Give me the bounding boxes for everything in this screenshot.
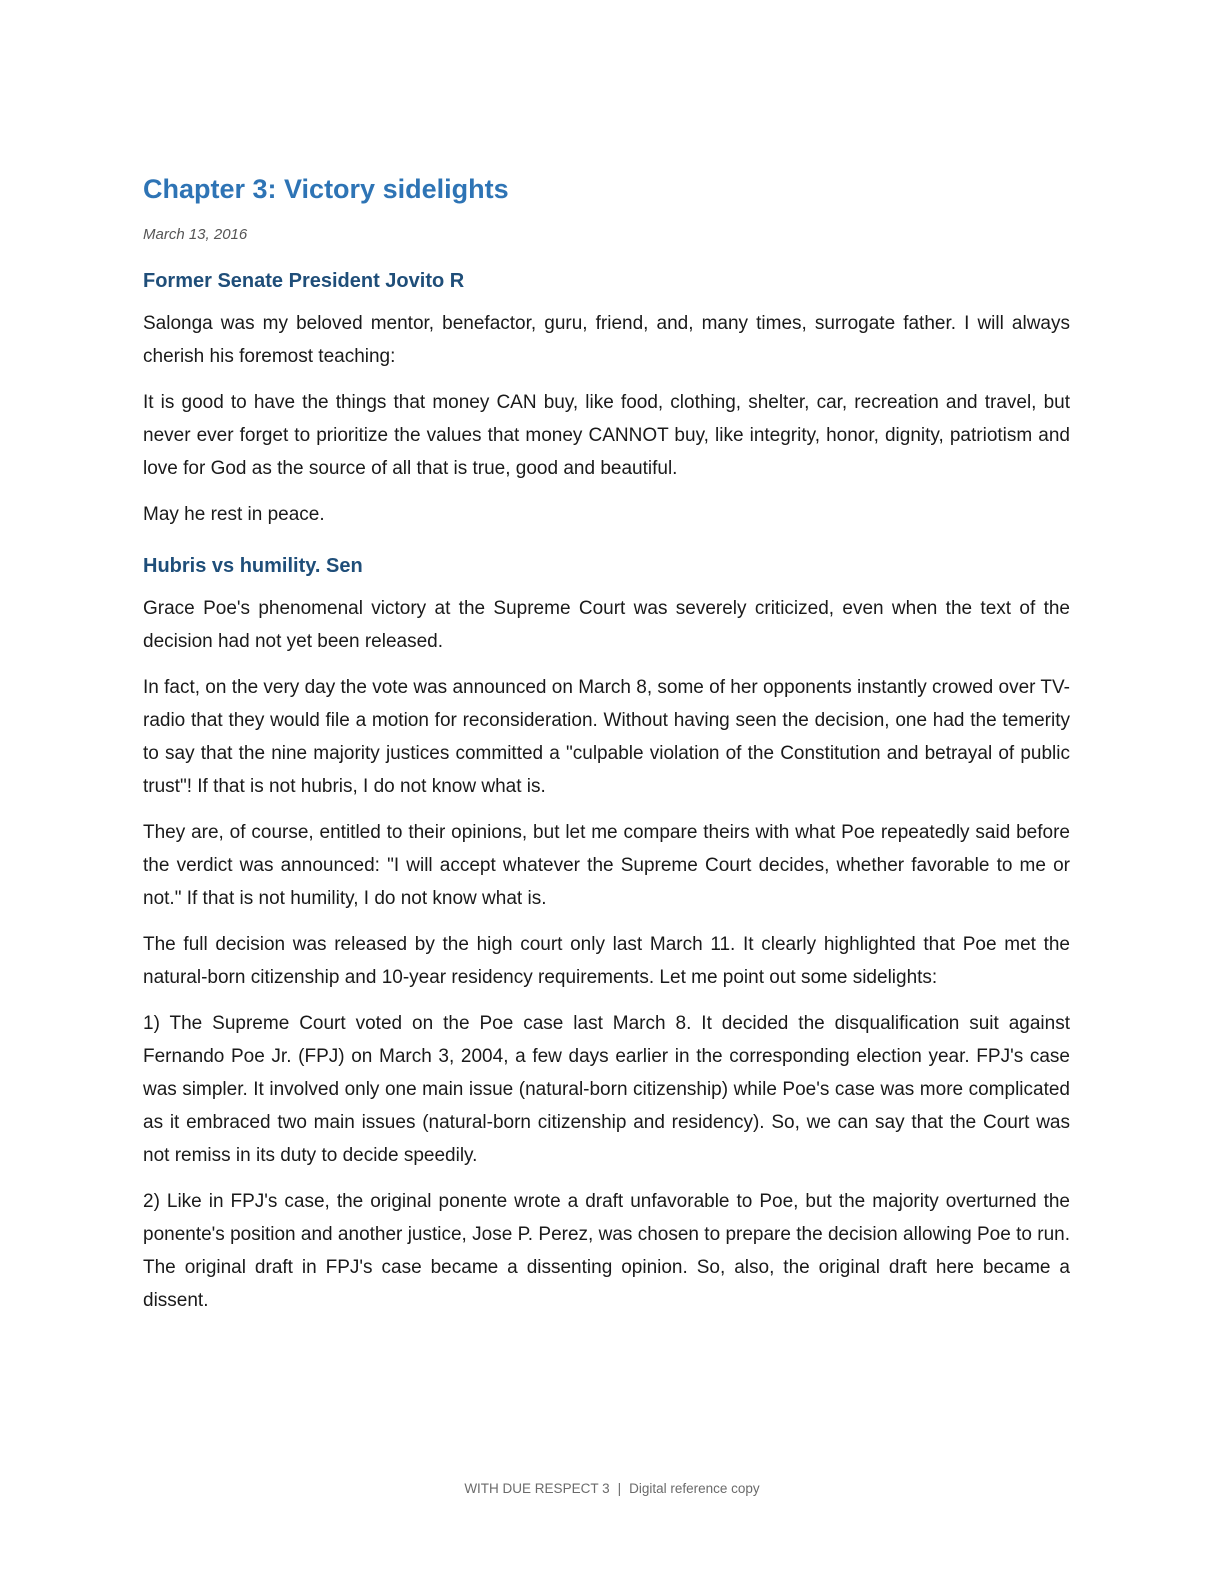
paragraph: 2) Like in FPJ's case, the original ponente wrote a draft unfavorable to Poe, but the majority overturned the ponente's position and another justice, Jose P. Perez, was chosen to prepare the decision allowing Poe to run. The original draft in FPJ's case became a dissenting opinion. So, also, the original draft here became a dissent. — [143, 1191, 1070, 1311]
paragraph: 1) The Supreme Court voted on the Poe case last March 8. It decided the disqualification suit against Fernando Poe Jr. (FPJ) on March 3, 2004, a few days earlier in the corresponding election year. FPJ's case was simpler. It involved only one main issue (natural-born citizenship) while Poe's case was more complicated as it embraced two main issues (natural-born citizenship and residency). So, we can say that the Court was not remiss in its duty to decide speedily. — [143, 1013, 1070, 1166]
paragraph: Grace Poe's phenomenal victory at the Supreme Court was severely criticized, even when the text of the decision had not yet been released. — [143, 598, 1070, 652]
footer-book-title: WITH DUE RESPECT 3 — [464, 1481, 610, 1496]
paragraph: In fact, on the very day the vote was announced on March 8, some of her opponents instantly crowed over TV-radio that they would file a motion for reconsideration. Without having seen the decision, one had the temerity to say that the nine majority justices committed a "culpable violation of the Constitution and betrayal of public trust"! If that is not hubris, I do not know what is. — [143, 677, 1070, 797]
footer-separator: | — [617, 1481, 622, 1496]
section-heading: Former Senate President Jovito R — [143, 270, 465, 292]
section-heading: Hubris vs humility. Sen — [143, 555, 363, 577]
paragraph: Salonga was my beloved mentor, benefactor, guru, friend, and, many times, surrogate father. I will always cherish his foremost teaching: — [143, 313, 1070, 367]
footer-copy-note: Digital reference copy — [629, 1481, 760, 1496]
paragraph: They are, of course, entitled to their opinions, but let me compare theirs with what Poe repeatedly said before the verdict was announced: "I will accept whatever the Supreme Court decides, whether favorable to me or not." If that is not humility, I do not know what is. — [143, 822, 1070, 909]
page-footer — [0, 1479, 1224, 1499]
paragraph: The full decision was released by the high court only last March 11. It clearly highlighted that Poe met the natural-born citizenship and 10-year residency requirements. Let me point out some sidelights: — [143, 934, 1070, 988]
chapter-title: Chapter 3: Victory sidelights — [143, 174, 509, 204]
publication-date: March 13, 2016 — [143, 226, 248, 243]
paragraph: May he rest in peace. — [143, 504, 325, 525]
document-page — [143, 168, 1070, 1317]
paragraph: It is good to have the things that money CAN buy, like food, clothing, shelter, car, recreation and travel, but never ever forget to prioritize the values that money CANNOT buy, like integrity, honor, dignity, patriotism and love for God as the source of all that is true, good and beautiful. — [143, 392, 1070, 479]
